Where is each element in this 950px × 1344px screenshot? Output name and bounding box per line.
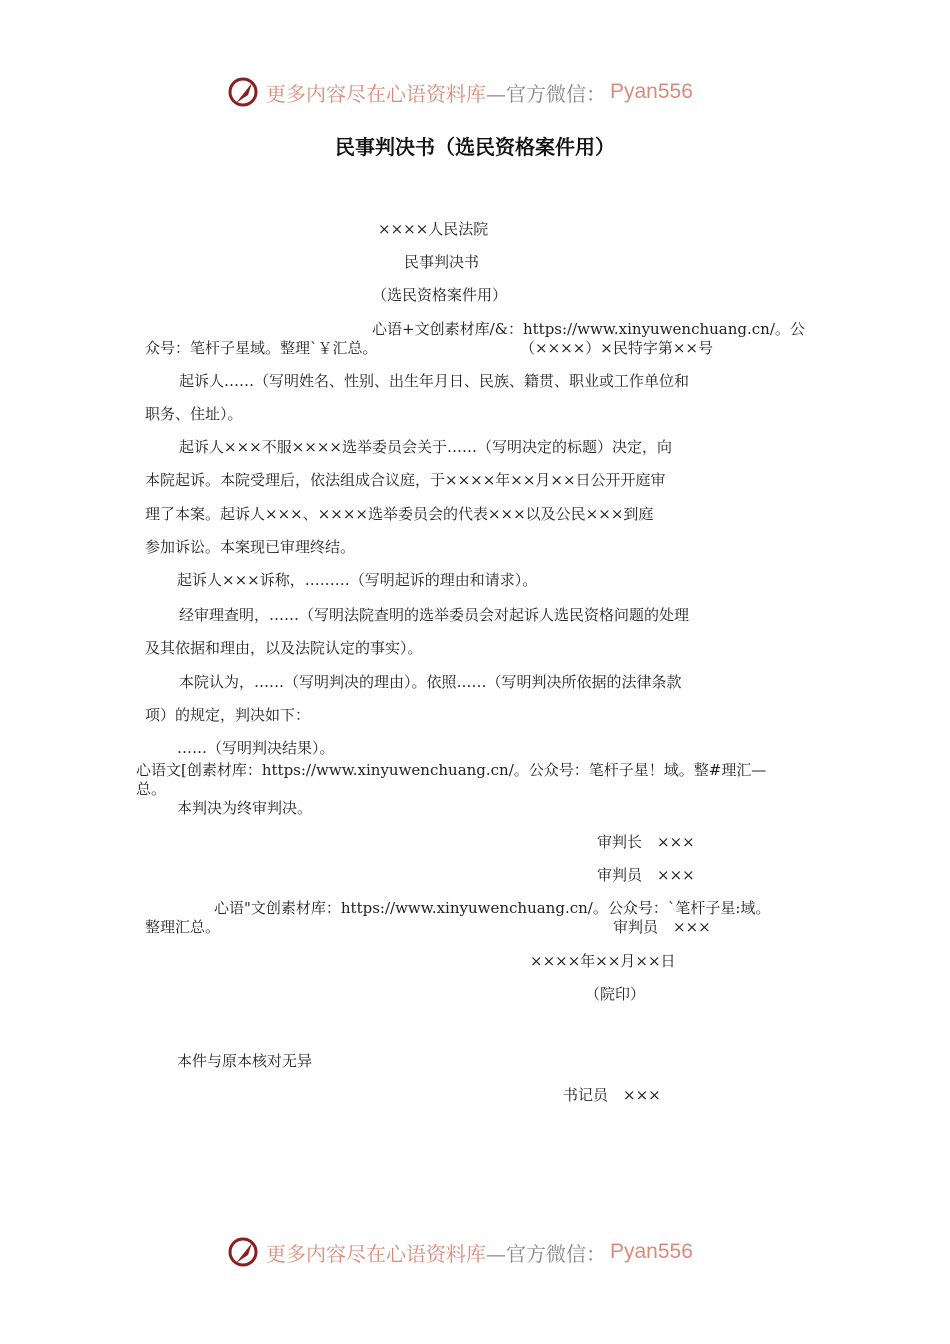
doc-type: 民事判决书 (404, 253, 480, 271)
signature-chief-judge: 审判长 ××× (597, 833, 695, 851)
paragraph-line: 起诉人×××诉称，………（写明起诉的理由和请求）。 (177, 571, 538, 589)
watermark-line: 众号：笔杆子星域。整理`￥汇总。 (145, 339, 378, 357)
watermark-line: 总。 (136, 780, 167, 798)
court-seal: （院印） (585, 985, 646, 1003)
judgment-date: ××××年××月××日 (530, 952, 676, 970)
header-banner (226, 74, 693, 110)
paragraph-line: 参加诉讼。本案现已审理终结。 (145, 538, 356, 556)
watermark-line: 心语"文创素材库：https://www.xinyuwenchuang.cn/。公众号：`笔杆子星:域。 (214, 899, 771, 917)
watermark-line: 整理汇总。 (145, 918, 221, 936)
paragraph-line: 本院起诉。本院受理后，依法组成合议庭，于××××年××月××日公开开庭审 (145, 471, 666, 489)
banner-text: 更多内容尽在心语资料库 (266, 1241, 486, 1266)
paragraph-line: 项）的规定，判决如下： (145, 706, 311, 724)
banner-wechat-id: Pyan556 (610, 80, 693, 103)
paragraph-line: 理了本案。起诉人×××、××××选举委员会的代表×××以及公民×××到庭 (145, 505, 654, 523)
paragraph-line: 及其依据和理由，以及法院认定的事实）。 (145, 639, 423, 657)
watermark-line: 心语文[创素材库：https://www.xinyuwenchuang.cn/。公众号：笔杆子星！域。整#理汇— (136, 761, 767, 779)
banner-text: 更多内容尽在心语资料库 (266, 81, 486, 106)
paragraph-line: 职务、住址）。 (145, 405, 243, 423)
watermark-line: 心语+文创素材库/&：https://www.xinyuwenchuang.cn/。公 (372, 320, 805, 338)
court-name: ××××人民法院 (378, 220, 489, 238)
paragraph-line: ……（写明判决结果）。 (177, 739, 335, 757)
paragraph-line: 本判决为终审判决。 (177, 799, 313, 817)
footer-banner (226, 1234, 693, 1270)
signature-judge: 审判员 ××× (613, 918, 711, 936)
banner-wechat-id: Pyan556 (610, 1240, 693, 1263)
verification-note: 本件与原本核对无异 (177, 1052, 313, 1070)
paragraph-line: 本院认为，……（写明判决的理由）。依照……（写明判决所依据的法律条款 (179, 673, 682, 691)
signature-clerk: 书记员 ××× (563, 1086, 661, 1104)
quill-logo-icon (226, 1235, 260, 1269)
signature-judge: 审判员 ××× (597, 866, 695, 884)
paragraph-line: 起诉人×××不服××××选举委员会关于……（写明决定的标题）决定，向 (179, 438, 672, 456)
banner-wechat-label: —官方微信： (486, 1241, 606, 1266)
page-title: 民事判决书（选民资格案件用） (335, 135, 615, 159)
quill-logo-icon (226, 75, 260, 109)
doc-subtype: （选民资格案件用） (372, 286, 508, 304)
paragraph-line: 经审理查明，……（写明法院查明的选举委员会对起诉人选民资格问题的处理 (179, 606, 690, 624)
banner-wechat-label: —官方微信： (486, 81, 606, 106)
case-number: （××××）×民特字第××号 (520, 339, 713, 357)
paragraph-line: 起诉人……（写明姓名、性别、出生年月日、民族、籍贯、职业或工作单位和 (179, 372, 690, 390)
